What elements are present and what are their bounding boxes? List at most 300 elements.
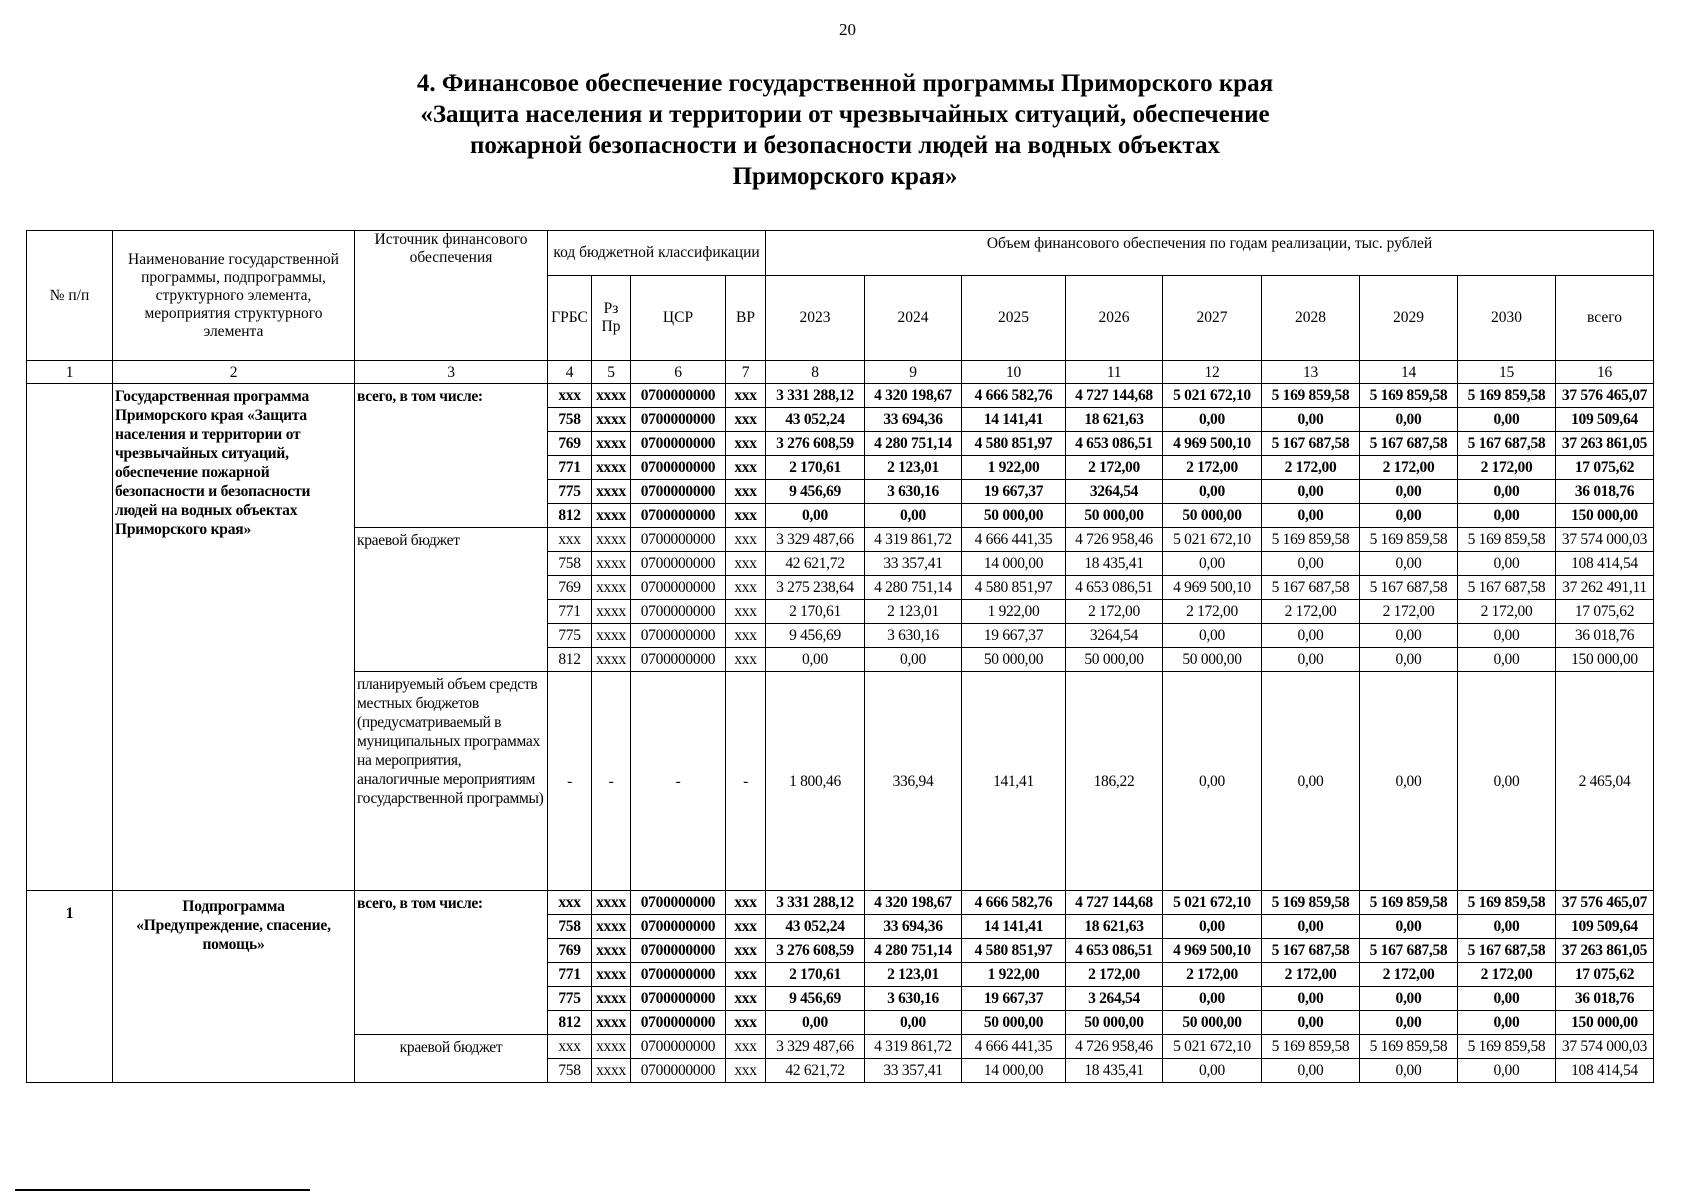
amount-cell: 19 667,37 [962, 480, 1066, 504]
amount-cell: 0,00 [1458, 504, 1556, 528]
amount-cell: 2 172,00 [1262, 963, 1360, 987]
budget-code-cell: - [631, 672, 726, 891]
amount-cell: 4 580 851,97 [962, 432, 1066, 456]
header-year: 2030 [1458, 276, 1556, 361]
budget-code-cell: 0700000000 [631, 624, 726, 648]
amount-cell: 0,00 [1360, 504, 1458, 528]
budget-code-cell: xxxx [592, 1059, 631, 1083]
column-number: 12 [1163, 361, 1262, 384]
amount-cell: 2 172,00 [1163, 600, 1262, 624]
budget-code-cell: xxx [726, 891, 766, 915]
amount-cell: 50 000,00 [1163, 504, 1262, 528]
budget-code-cell: xxx [726, 504, 766, 528]
budget-code-cell: 0700000000 [631, 552, 726, 576]
amount-cell: 0,00 [1262, 408, 1360, 432]
amount-cell: 0,00 [1458, 624, 1556, 648]
amount-cell: 0,00 [865, 648, 962, 672]
budget-code-cell: xxx [726, 408, 766, 432]
amount-cell: 33 357,41 [865, 552, 962, 576]
header-grbs: ГРБС [548, 276, 592, 361]
amount-cell: 0,00 [1163, 408, 1262, 432]
amount-cell: 0,00 [1458, 480, 1556, 504]
column-number: 5 [592, 361, 631, 384]
budget-code-cell: - [726, 672, 766, 891]
amount-cell: 4 653 086,51 [1066, 939, 1163, 963]
amount-cell: 0,00 [1163, 1059, 1262, 1083]
budget-code-cell: xxx [726, 987, 766, 1011]
amount-cell: 37 262 491,11 [1556, 576, 1654, 600]
amount-cell: 2 123,01 [865, 456, 962, 480]
amount-cell: 109 509,64 [1556, 915, 1654, 939]
amount-cell: 5 169 859,58 [1262, 384, 1360, 408]
amount-cell: 5 169 859,58 [1360, 528, 1458, 552]
amount-cell: 19 667,37 [962, 987, 1066, 1011]
amount-cell: 4 666 582,76 [962, 384, 1066, 408]
funding-source: всего, в том числе: [355, 891, 548, 1035]
amount-cell: 18 435,41 [1066, 1059, 1163, 1083]
column-number: 2 [113, 361, 355, 384]
column-numbers-row [27, 361, 1654, 384]
budget-code-cell: xxx [726, 1011, 766, 1035]
header-year: 2025 [962, 276, 1066, 361]
budget-code-cell: 0700000000 [631, 456, 726, 480]
amount-cell: 5 021 672,10 [1163, 528, 1262, 552]
budget-code-cell: 758 [548, 408, 592, 432]
budget-code-cell: xxx [726, 963, 766, 987]
footnote-divider [15, 1189, 310, 1191]
budget-code-cell: 0700000000 [631, 504, 726, 528]
column-number: 13 [1262, 361, 1360, 384]
amount-cell: 14 141,41 [962, 915, 1066, 939]
budget-code-cell: xxx [726, 939, 766, 963]
amount-cell: 2 172,00 [1163, 963, 1262, 987]
amount-cell: 33 357,41 [865, 1059, 962, 1083]
budget-code-cell: 0700000000 [631, 432, 726, 456]
title-line: пожарной безопасности и безопасности людей на водных объектах [470, 132, 1220, 159]
budget-code-cell: 0700000000 [631, 987, 726, 1011]
amount-cell: 37 263 861,05 [1556, 939, 1654, 963]
header-pr: Пр [601, 318, 621, 335]
amount-cell: 3 630,16 [865, 480, 962, 504]
amount-cell: 14 000,00 [962, 1059, 1066, 1083]
amount-cell: 4 969 500,10 [1163, 432, 1262, 456]
budget-code-cell: 0700000000 [631, 408, 726, 432]
amount-cell: 0,00 [1360, 915, 1458, 939]
budget-code-cell: 0700000000 [631, 939, 726, 963]
amount-cell: 36 018,76 [1556, 480, 1654, 504]
amount-cell: 3 276 608,59 [766, 939, 865, 963]
amount-cell: 36 018,76 [1556, 987, 1654, 1011]
amount-cell: 50 000,00 [1163, 1011, 1262, 1035]
amount-cell: 5 169 859,58 [1360, 384, 1458, 408]
title-line: «Защита населения и территории от чрезвычайных ситуаций, обеспечение [420, 101, 1270, 128]
column-number: 10 [962, 361, 1066, 384]
header-source: Источник финансового обеспечения [355, 231, 548, 361]
amount-cell: 33 694,36 [865, 915, 962, 939]
budget-code-cell: 0700000000 [631, 528, 726, 552]
amount-cell: 50 000,00 [1163, 648, 1262, 672]
amount-cell: 0,00 [1262, 987, 1360, 1011]
amount-cell: 0,00 [1262, 504, 1360, 528]
amount-cell: 1 922,00 [962, 600, 1066, 624]
amount-cell: 4 280 751,14 [865, 576, 962, 600]
budget-code-cell: 0700000000 [631, 1011, 726, 1035]
amount-cell: 5 167 687,58 [1458, 432, 1556, 456]
amount-cell: 1 922,00 [962, 963, 1066, 987]
budget-code-cell: xxx [726, 648, 766, 672]
budget-code-cell: xxxx [592, 939, 631, 963]
amount-cell: 3 276 608,59 [766, 432, 865, 456]
header-total: всего [1556, 276, 1654, 361]
budget-code-cell: 0700000000 [631, 915, 726, 939]
amount-cell: 9 456,69 [766, 480, 865, 504]
amount-cell: 18 435,41 [1066, 552, 1163, 576]
budget-code-cell: 0700000000 [631, 963, 726, 987]
amount-cell: 4 727 144,68 [1066, 384, 1163, 408]
amount-cell: 5 169 859,58 [1458, 891, 1556, 915]
amount-cell: 0,00 [1163, 624, 1262, 648]
amount-cell: 0,00 [1458, 1011, 1556, 1035]
amount-cell: 42 621,72 [766, 1059, 865, 1083]
amount-cell: 2 172,00 [1262, 600, 1360, 624]
amount-cell: 0,00 [1163, 915, 1262, 939]
amount-cell: 5 167 687,58 [1458, 576, 1556, 600]
amount-cell: 0,00 [766, 504, 865, 528]
amount-cell: 3 329 487,66 [766, 528, 865, 552]
amount-cell: 4 580 851,97 [962, 576, 1066, 600]
amount-cell: 0,00 [1163, 672, 1262, 891]
amount-cell: 5 169 859,58 [1360, 1035, 1458, 1059]
amount-cell: 2 123,01 [865, 600, 962, 624]
amount-cell: 5 021 672,10 [1163, 384, 1262, 408]
budget-code-cell: 812 [548, 1011, 592, 1035]
header-year: 2028 [1262, 276, 1360, 361]
amount-cell: 3264,54 [1066, 624, 1163, 648]
header-year: 2023 [766, 276, 865, 361]
program-name: Государственная программа Приморского края «Защита населения и территории от чрезвычайных ситуаций, обеспечение пожарной безопасности и безопасности людей на водных объектах Приморского края» [113, 384, 355, 891]
table-row [27, 384, 1654, 408]
amount-cell: 1 922,00 [962, 456, 1066, 480]
amount-cell: 4 320 198,67 [865, 384, 962, 408]
row-number [27, 384, 113, 891]
page-title [270, 68, 1420, 192]
amount-cell: 14 000,00 [962, 552, 1066, 576]
budget-code-cell: xxxx [592, 456, 631, 480]
budget-code-cell: xxx [726, 384, 766, 408]
funding-source: краевой бюджет [355, 1035, 548, 1083]
amount-cell: 4 280 751,14 [865, 432, 962, 456]
budget-code-cell: 812 [548, 648, 592, 672]
header-name: Наименование государственной программы, подпрограммы, структурного элемента, мероприятия структурного элемента [113, 231, 355, 361]
amount-cell: 5 169 859,58 [1360, 891, 1458, 915]
column-number: 3 [355, 361, 548, 384]
amount-cell: 3 264,54 [1066, 987, 1163, 1011]
program-name: Подпрограмма «Предупреждение, спасение, помощь» [113, 891, 355, 1083]
column-number: 7 [726, 361, 766, 384]
amount-cell: 336,94 [865, 672, 962, 891]
amount-cell: 186,22 [1066, 672, 1163, 891]
amount-cell: 17 075,62 [1556, 456, 1654, 480]
budget-code-cell: xxxx [592, 552, 631, 576]
amount-cell: 0,00 [1360, 480, 1458, 504]
budget-code-cell: xxxx [592, 1011, 631, 1035]
amount-cell: 33 694,36 [865, 408, 962, 432]
amount-cell: 37 574 000,03 [1556, 1035, 1654, 1059]
amount-cell: 5 167 687,58 [1458, 939, 1556, 963]
amount-cell: 2 170,61 [766, 456, 865, 480]
budget-code-cell: 771 [548, 456, 592, 480]
amount-cell: 50 000,00 [1066, 1011, 1163, 1035]
amount-cell: 50 000,00 [1066, 504, 1163, 528]
amount-cell: 4 580 851,97 [962, 939, 1066, 963]
budget-code-cell: 0700000000 [631, 1035, 726, 1059]
financing-table [26, 230, 1654, 1083]
amount-cell: 3264,54 [1066, 480, 1163, 504]
header-budget-code: код бюджетной классификации [548, 231, 766, 276]
budget-code-cell: - [548, 672, 592, 891]
amount-cell: 0,00 [865, 504, 962, 528]
amount-cell: 4 653 086,51 [1066, 432, 1163, 456]
amount-cell: 2 123,01 [865, 963, 962, 987]
budget-code-cell: xxx [726, 432, 766, 456]
budget-code-cell: xxx [726, 1059, 766, 1083]
title-line: 4. Финансовое обеспечение государственной программы Приморского края [416, 70, 1274, 97]
amount-cell: 17 075,62 [1556, 963, 1654, 987]
amount-cell: 0,00 [1163, 480, 1262, 504]
column-number: 16 [1556, 361, 1654, 384]
amount-cell: 50 000,00 [962, 504, 1066, 528]
amount-cell: 3 630,16 [865, 987, 962, 1011]
amount-cell: 0,00 [1360, 648, 1458, 672]
amount-cell: 2 172,00 [1262, 456, 1360, 480]
budget-code-cell: 771 [548, 600, 592, 624]
amount-cell: 0,00 [1458, 552, 1556, 576]
amount-cell: 0,00 [1458, 648, 1556, 672]
budget-code-cell: xxx [726, 528, 766, 552]
amount-cell: 0,00 [766, 648, 865, 672]
amount-cell: 3 275 238,64 [766, 576, 865, 600]
amount-cell: 2 172,00 [1163, 456, 1262, 480]
amount-cell: 1 800,46 [766, 672, 865, 891]
budget-code-cell: xxx [548, 528, 592, 552]
amount-cell: 37 576 465,07 [1556, 384, 1654, 408]
amount-cell: 4 727 144,68 [1066, 891, 1163, 915]
amount-cell: 0,00 [1360, 552, 1458, 576]
amount-cell: 50 000,00 [962, 1011, 1066, 1035]
budget-code-cell: xxx [726, 600, 766, 624]
amount-cell: 4 319 861,72 [865, 1035, 962, 1059]
amount-cell: 19 667,37 [962, 624, 1066, 648]
amount-cell: 18 621,63 [1066, 915, 1163, 939]
amount-cell: 0,00 [1262, 1059, 1360, 1083]
header-rz: Рз [603, 300, 619, 317]
amount-cell: 0,00 [1262, 672, 1360, 891]
amount-cell: 0,00 [1262, 624, 1360, 648]
amount-cell: 5 169 859,58 [1262, 528, 1360, 552]
amount-cell: 0,00 [1458, 987, 1556, 1011]
budget-code-cell: 769 [548, 576, 592, 600]
budget-code-cell: - [592, 672, 631, 891]
column-number: 4 [548, 361, 592, 384]
amount-cell: 150 000,00 [1556, 648, 1654, 672]
amount-cell: 4 969 500,10 [1163, 576, 1262, 600]
amount-cell: 4 280 751,14 [865, 939, 962, 963]
amount-cell: 108 414,54 [1556, 1059, 1654, 1083]
header-csr: ЦСР [631, 276, 726, 361]
amount-cell: 5 169 859,58 [1458, 1035, 1556, 1059]
amount-cell: 9 456,69 [766, 624, 865, 648]
amount-cell: 2 172,00 [1360, 456, 1458, 480]
amount-cell: 4 653 086,51 [1066, 576, 1163, 600]
amount-cell: 4 320 198,67 [865, 891, 962, 915]
amount-cell: 37 576 465,07 [1556, 891, 1654, 915]
budget-code-cell: 0700000000 [631, 576, 726, 600]
budget-code-cell: xxxx [592, 624, 631, 648]
amount-cell: 5 167 687,58 [1262, 576, 1360, 600]
funding-source: краевой бюджет [355, 528, 548, 672]
budget-code-cell: xxx [726, 552, 766, 576]
budget-code-cell: xxx [726, 456, 766, 480]
amount-cell: 0,00 [865, 1011, 962, 1035]
amount-cell: 5 021 672,10 [1163, 891, 1262, 915]
budget-code-cell: 758 [548, 915, 592, 939]
amount-cell: 0,00 [1458, 915, 1556, 939]
budget-code-cell: 812 [548, 504, 592, 528]
amount-cell: 36 018,76 [1556, 624, 1654, 648]
amount-cell: 5 169 859,58 [1458, 384, 1556, 408]
budget-code-cell: xxxx [592, 891, 631, 915]
amount-cell: 5 167 687,58 [1360, 576, 1458, 600]
amount-cell: 0,00 [1360, 987, 1458, 1011]
amount-cell: 2 170,61 [766, 600, 865, 624]
header-year: 2024 [865, 276, 962, 361]
budget-code-cell: xxx [726, 576, 766, 600]
amount-cell: 2 172,00 [1066, 963, 1163, 987]
amount-cell: 50 000,00 [962, 648, 1066, 672]
amount-cell: 14 141,41 [962, 408, 1066, 432]
budget-code-cell: xxx [726, 1035, 766, 1059]
amount-cell: 4 319 861,72 [865, 528, 962, 552]
amount-cell: 0,00 [1163, 987, 1262, 1011]
budget-code-cell: 775 [548, 624, 592, 648]
amount-cell: 43 052,24 [766, 408, 865, 432]
amount-cell: 5 167 687,58 [1360, 939, 1458, 963]
budget-code-cell: xxxx [592, 432, 631, 456]
amount-cell: 4 969 500,10 [1163, 939, 1262, 963]
column-number: 14 [1360, 361, 1458, 384]
budget-code-cell: xxxx [592, 408, 631, 432]
budget-code-cell: xxx [548, 891, 592, 915]
budget-code-cell: 771 [548, 963, 592, 987]
amount-cell: 43 052,24 [766, 915, 865, 939]
budget-code-cell: xxx [548, 1035, 592, 1059]
amount-cell: 0,00 [1360, 1059, 1458, 1083]
amount-cell: 2 172,00 [1066, 600, 1163, 624]
budget-code-cell: xxxx [592, 987, 631, 1011]
amount-cell: 2 170,61 [766, 963, 865, 987]
amount-cell: 2 172,00 [1458, 963, 1556, 987]
budget-code-cell: 775 [548, 987, 592, 1011]
amount-cell: 50 000,00 [1066, 648, 1163, 672]
budget-code-cell: 775 [548, 480, 592, 504]
amount-cell: 5 167 687,58 [1262, 432, 1360, 456]
budget-code-cell: xxxx [592, 576, 631, 600]
amount-cell: 4 726 958,46 [1066, 528, 1163, 552]
funding-source: планируемый объем средств местных бюджетов (предусматриваемый в муниципальных программах на мероприятия, аналогичные мероприятиям государственной программы) [355, 672, 548, 891]
budget-code-cell: 0700000000 [631, 1059, 726, 1083]
budget-code-cell: 758 [548, 1059, 592, 1083]
amount-cell: 18 621,63 [1066, 408, 1163, 432]
header-vr: ВР [726, 276, 766, 361]
amount-cell: 4 666 441,35 [962, 1035, 1066, 1059]
amount-cell: 0,00 [1163, 552, 1262, 576]
amount-cell: 0,00 [1360, 672, 1458, 891]
column-number: 11 [1066, 361, 1163, 384]
amount-cell: 4 666 582,76 [962, 891, 1066, 915]
amount-cell: 0,00 [766, 1011, 865, 1035]
budget-code-cell: 758 [548, 552, 592, 576]
header-year: 2027 [1163, 276, 1262, 361]
amount-cell: 5 021 672,10 [1163, 1035, 1262, 1059]
amount-cell: 37 574 000,03 [1556, 528, 1654, 552]
amount-cell: 141,41 [962, 672, 1066, 891]
budget-code-cell: xxxx [592, 504, 631, 528]
amount-cell: 0,00 [1360, 408, 1458, 432]
amount-cell: 9 456,69 [766, 987, 865, 1011]
amount-cell: 0,00 [1458, 672, 1556, 891]
amount-cell: 0,00 [1262, 915, 1360, 939]
amount-cell: 4 726 958,46 [1066, 1035, 1163, 1059]
budget-code-cell: xxx [726, 624, 766, 648]
amount-cell: 0,00 [1458, 1059, 1556, 1083]
row-number: 1 [27, 891, 113, 1083]
column-number: 6 [631, 361, 726, 384]
budget-code-cell: 0700000000 [631, 384, 726, 408]
amount-cell: 3 331 288,12 [766, 384, 865, 408]
amount-cell: 0,00 [1262, 648, 1360, 672]
amount-cell: 150 000,00 [1556, 504, 1654, 528]
column-number: 8 [766, 361, 865, 384]
budget-code-cell: xxxx [592, 963, 631, 987]
amount-cell: 3 630,16 [865, 624, 962, 648]
header-no: № п/п [27, 231, 113, 361]
budget-code-cell: xxx [726, 915, 766, 939]
amount-cell: 4 666 441,35 [962, 528, 1066, 552]
budget-code-cell: xxxx [592, 528, 631, 552]
budget-code-cell: xxxx [592, 648, 631, 672]
amount-cell: 5 167 687,58 [1360, 432, 1458, 456]
column-number: 15 [1458, 361, 1556, 384]
amount-cell: 0,00 [1262, 1011, 1360, 1035]
amount-cell: 5 167 687,58 [1262, 939, 1360, 963]
amount-cell: 0,00 [1458, 408, 1556, 432]
amount-cell: 108 414,54 [1556, 552, 1654, 576]
amount-cell: 0,00 [1262, 552, 1360, 576]
budget-code-cell: 0700000000 [631, 480, 726, 504]
amount-cell: 150 000,00 [1556, 1011, 1654, 1035]
header-year: 2026 [1066, 276, 1163, 361]
budget-code-cell: 0700000000 [631, 648, 726, 672]
amount-cell: 17 075,62 [1556, 600, 1654, 624]
budget-code-cell: xxxx [592, 915, 631, 939]
header-financing-volume: Объем финансового обеспечения по годам реализации, тыс. рублей [766, 231, 1654, 276]
amount-cell: 5 169 859,58 [1458, 528, 1556, 552]
amount-cell: 2 172,00 [1360, 963, 1458, 987]
amount-cell: 37 263 861,05 [1556, 432, 1654, 456]
amount-cell: 2 172,00 [1360, 600, 1458, 624]
budget-code-cell: xxxx [592, 384, 631, 408]
header-year: 2029 [1360, 276, 1458, 361]
